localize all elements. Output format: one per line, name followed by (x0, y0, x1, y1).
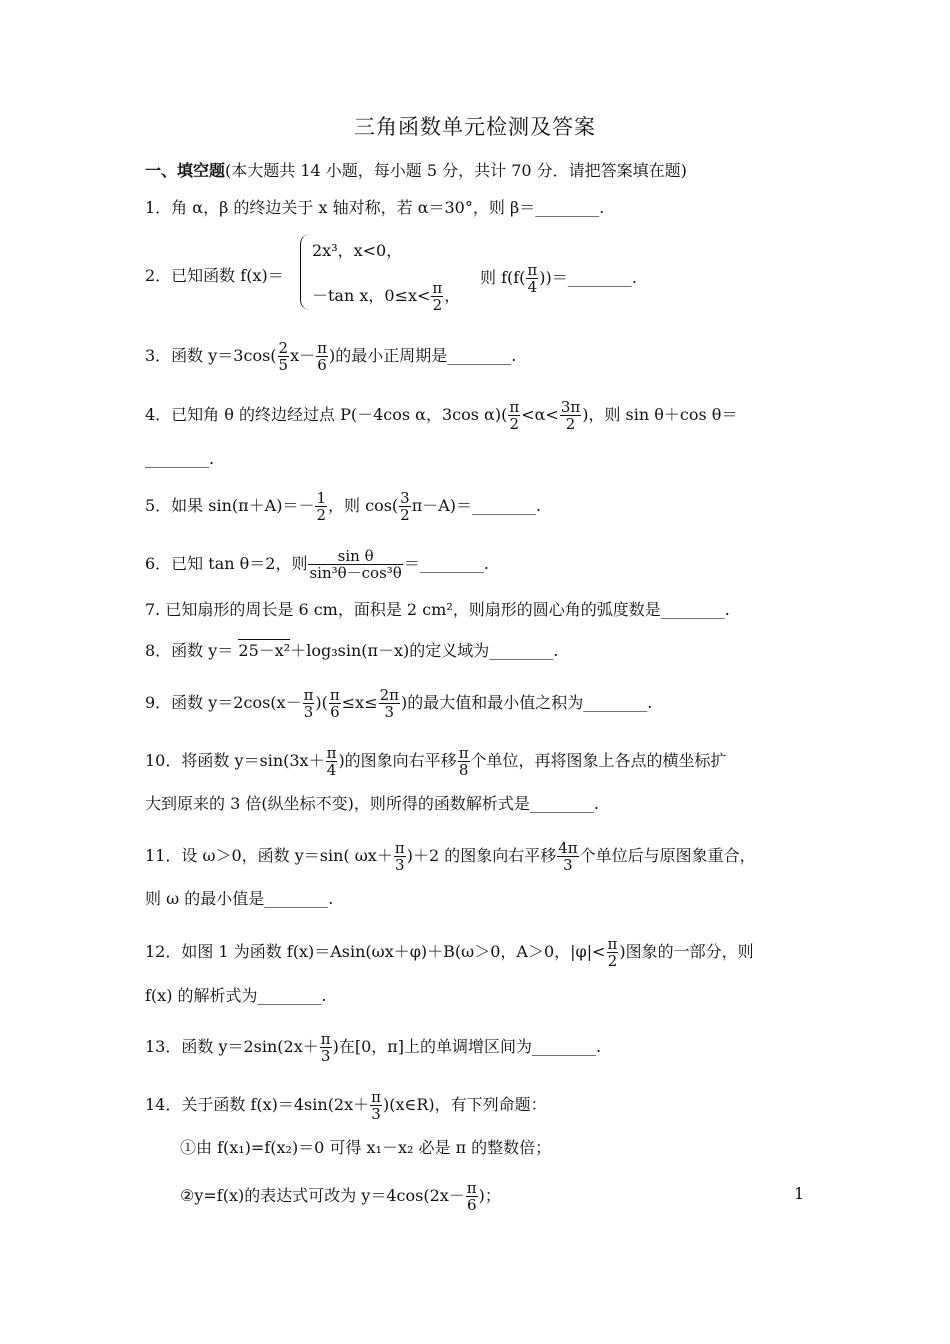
fraction-sin-expression: $\frac{\text{sin θ}}{\text{sin³θ－cos³θ}}$ (309, 547, 402, 582)
question-12-line-2: f(x) 的解析式为________. (145, 986, 327, 1005)
piecewise-case-2 (312, 280, 460, 313)
question-7: 7. 已知扇形的周长是 6 cm，面积是 2 cm²，则扇形的圆心角的弧度数是________. (145, 600, 730, 619)
case-2-text: －tan x，0≤x< (312, 286, 431, 305)
fraction-2-over-5: $\frac{2}{5}$ (278, 339, 289, 374)
question-10: 10．将函数 y＝sin(3x＋ $\frac{\pi}{4}$ )的图象向右平移 $\frac{\pi}{8}$ 个单位，再将图象上各点的横坐标扩 (145, 744, 727, 779)
question-2-tail: 则 f(f( $\frac{\pi}{4}$ ))＝________. (480, 261, 637, 296)
fraction-3pi-over-2: $\frac{3\pi}{2}$ (560, 398, 581, 433)
fraction-pi-over-8: $\frac{\pi}{8}$ (458, 744, 469, 779)
fraction-3-over-2: $\frac{3}{2}$ (400, 489, 410, 524)
fraction-pi-over-2: $\frac{\pi}{2}$ (509, 398, 520, 433)
page-number: 1 (794, 1184, 805, 1203)
fraction-pi-over-2: $\frac{\pi}{2}$ (432, 279, 443, 314)
piecewise-brace (300, 234, 311, 310)
fraction-pi-over-3: $\frac{\pi}{3}$ (320, 1030, 331, 1065)
question-4-line-2: ________. (145, 449, 215, 468)
fraction-pi-over-3: $\frac{\pi}{3}$ (371, 1088, 381, 1123)
proposition-1: ①由 f(x₁)=f(x₂)＝0 可得 x₁－x₂ 必是 π 的整数倍； (180, 1138, 552, 1157)
question-2-lead: 2．已知函数 f(x)＝ (145, 266, 284, 285)
question-11: 11．设 ω＞0，函数 y＝sin( ωx＋ $\frac{\pi}{3}$ )＋2 的图象向右平移 $\frac{4\pi}{3}$ 个单位后与原图象重合， (145, 839, 756, 874)
section-label: 一、填空题 (145, 161, 226, 180)
question-8: 8．函数 y＝ 25－x²＋log₃sin(π－x)的定义域为________. (145, 641, 559, 660)
fraction-1-over-2: $\frac{1}{2}$ (316, 489, 327, 524)
fraction-pi-over-6: $\frac{\pi}{6}$ (317, 339, 327, 374)
fraction-pi-over-3: $\frac{\pi}{3}$ (303, 686, 314, 721)
question-12: 12．如图 1 为函数 f(x)＝Asin(ωx＋φ)＋B(ω＞0，A＞0，|φ|< $\frac{\pi}{2}$ )图象的一部分，则 (145, 935, 754, 970)
question-3: 3．函数 y＝3cos( $\frac{2}{5}$ x－ $\frac{\pi}{6}$ )的最小正周期是________. (145, 339, 517, 374)
fraction-pi-over-6: $\frac{\pi}{6}$ (466, 1179, 477, 1214)
fraction-2pi-over-3: $\frac{2\pi}{3}$ (379, 686, 400, 721)
section-heading (145, 158, 687, 181)
question-4: 4．已知角 θ 的终边经过点 P(－4cos α，3cos α)( $\frac{\pi}{2}$ <α< $\frac{3\pi}{2}$ )，则 sin θ＋cos θ＝ (145, 398, 738, 433)
square-root-expression: 25－x² (238, 641, 291, 660)
question-13: 13．函数 y＝2sin(2x＋ $\frac{\pi}{3}$ )在[0，π]上的单调增区间为________. (145, 1030, 602, 1065)
fraction-pi-over-3: $\frac{\pi}{3}$ (394, 839, 405, 874)
question-1: 1．角 α，β 的终边关于 x 轴对称，若 α＝30°，则 β＝________. (145, 198, 605, 217)
question-14: 14．关于函数 f(x)＝4sin(2x＋ $\frac{\pi}{3}$ )(x∈R)，有下列命题： (145, 1088, 547, 1123)
question-11-line-2: 则 ω 的最小值是________. (145, 889, 334, 908)
question-9: 9．函数 y＝2cos(x－ $\frac{\pi}{3}$ )( $\frac{\pi}{6}$ ≤x≤ $\frac{2\pi}{3}$ )的最大值和最小值之积为________. (145, 686, 653, 721)
question-10-line-2: 大到原来的 3 倍(纵坐标不变)，则所得的函数解析式是________. (145, 794, 599, 813)
piecewise-case-1: 2x³，x<0， (312, 241, 403, 260)
fraction-pi-over-2: $\frac{\pi}{2}$ (607, 935, 618, 970)
section-note: (本大题共 14 小题，每小题 5 分，共计 70 分．请把答案填在题) (225, 161, 687, 180)
fraction-pi-over-4: $\frac{\pi}{4}$ (527, 261, 538, 296)
fraction-pi-over-4: $\frac{\pi}{4}$ (326, 744, 337, 779)
page-title: 三角函数单元检测及答案 (354, 115, 596, 139)
case-2-tail: ， (444, 286, 461, 305)
question-6: 6．已知 tan θ＝2，则 $\frac{\text{sin θ}}{\text{sin³θ－cos³θ}}$ ＝________. (145, 547, 489, 582)
fraction-pi-over-6: $\frac{\pi}{6}$ (329, 686, 340, 721)
question-5: 5．如果 sin(π＋A)＝－ $\frac{1}{2}$ ，则 cos( $\frac{3}{2}$ π－A)＝________. (145, 489, 542, 524)
fraction-4pi-over-3: $\frac{4\pi}{3}$ (558, 839, 578, 874)
proposition-2: ②y=f(x)的表达式可改为 y＝4cos(2x－ $\frac{\pi}{6}$ )； (180, 1179, 501, 1214)
